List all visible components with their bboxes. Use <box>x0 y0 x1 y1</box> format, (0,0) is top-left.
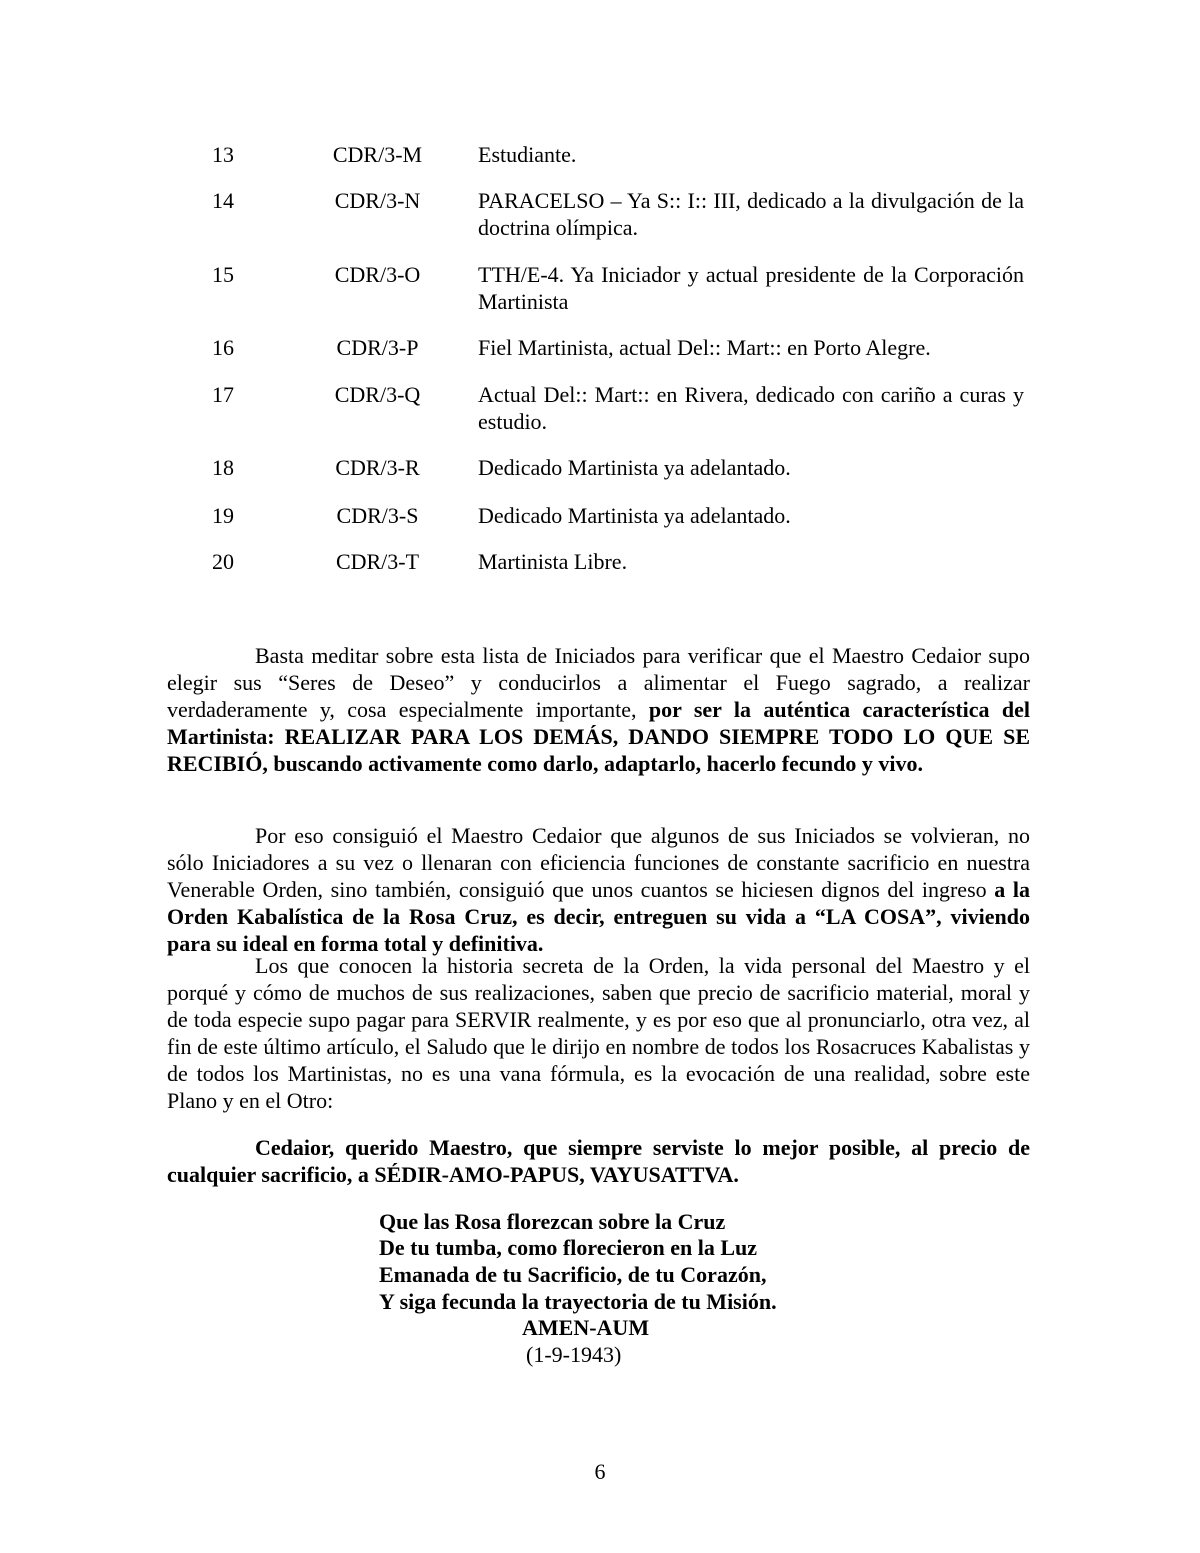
row-code: CDR/3-O <box>334 262 421 287</box>
row-description: TTH/E-4. Ya Iniciador y actual presidente de la Corporación Martinista <box>478 262 1024 314</box>
salute-paragraph: Cedaior, querido Maestro, que siempre serviste lo mejor posible, al precio de cualquier sacrificio, a SÉDIR-AMO-PAPUS, VAYUSATTVA. <box>167 1135 1030 1187</box>
row-number: 14 <box>212 188 234 213</box>
paragraph-history <box>167 952 1030 1114</box>
date-line: (1-9-1943) <box>526 1342 622 1367</box>
row-code: CDR/3-N <box>334 188 421 213</box>
row-description: Fiel Martinista, actual Del:: Mart:: en Porto Alegre. <box>478 335 931 360</box>
row-number: 13 <box>212 142 234 167</box>
row-description: Dedicado Martinista ya adelantado. <box>478 455 791 480</box>
paragraph-list-reflection <box>167 642 1030 777</box>
row-code: CDR/3-S <box>336 503 419 528</box>
row-description: PARACELSO – Ya S:: I:: III, dedicado a la divulgación de la doctrina olímpica. <box>478 188 1024 240</box>
row-description: Dedicado Martinista ya adelantado. <box>478 503 791 528</box>
row-number: 18 <box>212 455 234 480</box>
page-number: 6 <box>594 1459 606 1484</box>
paragraph-initiates <box>167 822 1030 957</box>
row-code: CDR/3-T <box>335 549 420 574</box>
row-number: 20 <box>212 549 234 574</box>
row-number: 17 <box>212 382 234 407</box>
paragraph-bold-text: a la Orden Kabalística de la Rosa Cruz, es decir, entreguen su vida a “LA COSA”, viviendo para su ideal en forma total y definitiva. <box>167 877 1030 956</box>
verse-line: Y siga fecunda la trayectoria de tu Misión. <box>379 1289 777 1314</box>
paragraph-bold-text: por ser la auténtica característica del Martinista: REALIZAR PARA LOS DEMÁS, DANDO SIEMPRE TODO LO QUE SE RECIBIÓ, buscando activamente como darlo, adaptarlo, hacerlo fecundo y vivo. <box>167 697 1030 776</box>
paragraph-text: Basta meditar sobre esta lista de Iniciados para verificar que el Maestro Cedaior supo elegir sus “Seres de Deseo” y conducirlos a alimentar el Fuego sagrado, a realizar verdaderamente y, cosa especialmente importante, <box>167 643 1030 722</box>
row-description: Estudiante. <box>478 142 577 167</box>
row-code: CDR/3-R <box>335 455 420 480</box>
verse-line: Emanada de tu Sacrificio, de tu Corazón, <box>379 1262 767 1287</box>
row-code: CDR/3-Q <box>334 382 421 407</box>
row-description: Actual Del:: Mart:: en Rivera, dedicado con cariño a curas y estudio. <box>478 382 1024 434</box>
paragraph-text: Los que conocen la historia secreta de la Orden, la vida personal del Maestro y el porqué y cómo de muchos de sus realizaciones, saben que precio de sacrificio material, moral y de toda especie supo pagar para SERVIR realmente, y es por eso que al pronunciarlo, otra vez, al fin de este último artículo, el Saludo que le dirijo en nombre de todos los Rosacruces Kabalistas y de todos los Martinistas, no es una vana fórmula, es la evocación de una realidad, sobre este Plano y en el Otro: <box>167 953 1030 1113</box>
verse-line: Que las Rosa florezcan sobre la Cruz <box>379 1209 726 1234</box>
row-number: 16 <box>212 335 234 360</box>
row-number: 15 <box>212 262 234 287</box>
amen-line: AMEN-AUM <box>522 1315 650 1340</box>
row-description: Martinista Libre. <box>478 549 628 574</box>
row-code: CDR/3-P <box>336 335 419 360</box>
row-code: CDR/3-M <box>332 142 423 167</box>
row-number: 19 <box>212 503 234 528</box>
paragraph-text: Por eso consiguió el Maestro Cedaior que algunos de sus Iniciados se volvieran, no sólo Iniciadores a su vez o llenaran con eficiencia funciones de constante sacrificio en nuestra Venerable Orden, sino también, consiguió que unos cuantos se hiciesen dignos del ingreso <box>167 823 1030 902</box>
verse-line: De tu tumba, como florecieron en la Luz <box>379 1235 758 1260</box>
